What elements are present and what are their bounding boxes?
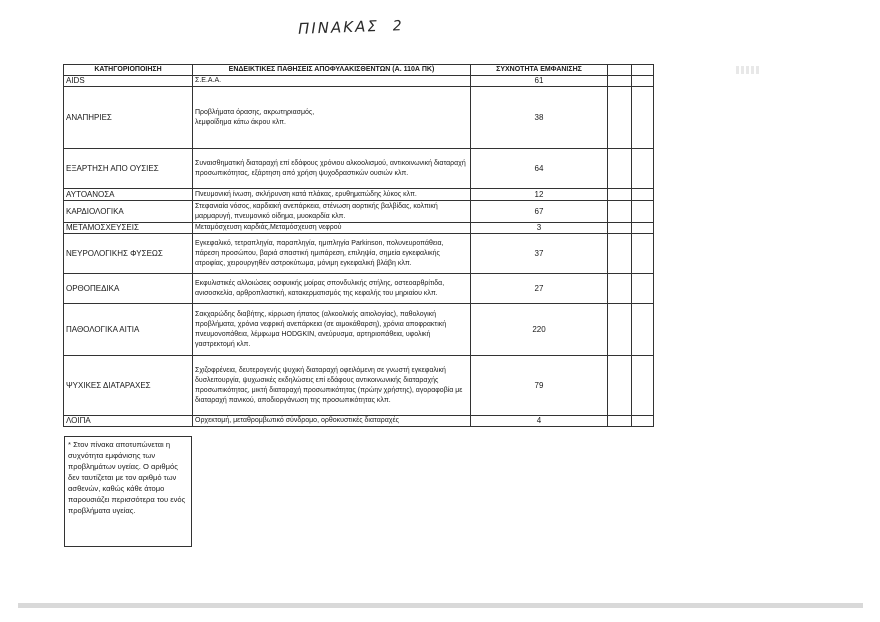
row-conditions: Σχιζοφρένεια, δευτερογενής ψυχική διαταραχή οφειλόμενη σε γνωστή εγκεφαλική δυσλειτουργία, ψυχωσικές εκδηλώσεις επί εδάφους αντικοινωνικής διαταραχής προσωπικότητας, μικτή διαταραχή προσωπικότητας (πρώην χρήστης), αγοραφοβία με διαταραχή πανικού, αποδιοργάνωση της προσωπικότητας κλπ.: [193, 356, 471, 416]
row-frequency: 12: [471, 189, 608, 201]
row-frequency: 3: [471, 223, 608, 234]
header-empty-2: [632, 65, 654, 76]
row-empty-cell: [632, 189, 654, 201]
row-empty-cell: [608, 87, 632, 149]
row-conditions: Εκφυλιστικές αλλοιώσεις οσφυικής μοίρας σπονδυλικής στήλης, οστεοαρθρίτιδα, ανισοσκελία, αρθροπλαστική, κατακερματισμός της κεφαλής του μηριαίου κλπ.: [193, 274, 471, 304]
row-empty-cell: [632, 223, 654, 234]
header-empty-1: [608, 65, 632, 76]
row-empty-cell: [608, 149, 632, 189]
table-row: [64, 149, 654, 189]
row-empty-cell: [632, 76, 654, 87]
row-conditions: Εγκεφαλικό, τετραπληγία, παραπληγία, ημιπληγία Parkinson, πολυνευροπάθεια, πάρεση προσώπου, βαριά σπαστική ημιπάρεση, επιληψία, σημεία εγκεφαλικής ατροφίας, χειρουργηθέν αστροκύτωμα, μόνιμη εγκεφαλική βλάβη κλπ.: [193, 234, 471, 274]
row-category: ΜΕΤΑΜΟΣΧΕΥΣΕΙΣ: [64, 223, 193, 234]
row-empty-cell: [608, 201, 632, 223]
row-empty-cell: [632, 274, 654, 304]
row-category: ΕΞΑΡΤΗΣΗ ΑΠΟ ΟΥΣΙΕΣ: [64, 149, 193, 189]
row-empty-cell: [608, 274, 632, 304]
table-row: [64, 189, 654, 201]
table-row: [64, 274, 654, 304]
row-frequency: 61: [471, 76, 608, 87]
row-empty-cell: [632, 149, 654, 189]
table-row: [64, 201, 654, 223]
row-empty-cell: [608, 304, 632, 356]
row-empty-cell: [608, 356, 632, 416]
row-category: ΨΥΧΙΚΕΣ ΔΙΑΤΑΡΑΧΕΣ: [64, 356, 193, 416]
row-category: ΟΡΘΟΠΕΔΙΚΑ: [64, 274, 193, 304]
table-row: [64, 76, 654, 87]
row-conditions: Προβλήματα όρασης, ακρωτηριασμός, λεμφοίδημα κάτω άκρου κλπ.: [193, 87, 471, 149]
row-empty-cell: [632, 416, 654, 427]
row-empty-cell: [632, 87, 654, 149]
row-empty-cell: [632, 234, 654, 274]
table-body: [64, 76, 654, 427]
scan-edge: [18, 603, 863, 608]
table-row: [64, 416, 654, 427]
row-frequency: 220: [471, 304, 608, 356]
row-empty-cell: [632, 304, 654, 356]
header-category: ΚΑΤΗΓΟΡΙΟΠΟΙΗΣΗ: [64, 65, 193, 76]
row-empty-cell: [632, 201, 654, 223]
page-title: [298, 16, 404, 38]
title-text: ΠΙΝΑΚΑΣ: [297, 17, 380, 38]
footnote-box: * Στον πίνακα αποτυπώνεται η συχνότητα εμφάνισης των προβλημάτων υγείας. Ο αριθμός δεν ταυτίζεται με τον αριθμό των ασθενών, καθώς κάθε άτομο παρουσιάζει περισσότερα του ενός προβλήματα υγείας.: [64, 436, 192, 547]
row-frequency: 4: [471, 416, 608, 427]
row-conditions: Συναισθηματική διαταραχή επί εδάφους χρόνιου αλκοολισμού, αντικοινωνική διαταραχή προσωπικότητας, εξάρτηση από χρήση ψυχοδραστικών ουσιών κλπ.: [193, 149, 471, 189]
row-empty-cell: [608, 189, 632, 201]
row-frequency: 38: [471, 87, 608, 149]
row-frequency: 67: [471, 201, 608, 223]
row-empty-cell: [608, 234, 632, 274]
row-category: ΠΑΘΟΛΟΓΙΚΑ ΑΙΤΙΑ: [64, 304, 193, 356]
row-empty-cell: [608, 76, 632, 87]
table-row: [64, 223, 654, 234]
table-row: [64, 87, 654, 149]
table-row: [64, 234, 654, 274]
header-conditions: ΕΝΔΕΙΚΤΙΚΕΣ ΠΑΘΗΣΕΙΣ ΑΠΟΦΥΛΑΚΙΣΘΕΝΤΩΝ (Α. 110Α ΠΚ): [193, 65, 471, 76]
row-empty-cell: [608, 223, 632, 234]
row-empty-cell: [608, 416, 632, 427]
row-category: AIDS: [64, 76, 193, 87]
table-row: [64, 304, 654, 356]
header-frequency: ΣΥΧΝΟΤΗΤΑ ΕΜΦΑΝΙΣΗΣ: [471, 65, 608, 76]
row-conditions: Σακχαρώδης διαβήτης, κίρρωση ήπατος (αλκοολικής αιτιολογίας), παθολογική προβλήματα, χρόνια νεφρική ανεπάρκεια (σε αιμοκάθαρση), χρόνια αποφρακτική πνευμονοπάθεια, λέμφωμα HODGKIN, ανεύρυσμα, αρτηριοπάθεια, υφολική γαστρεκτομή κλπ.: [193, 304, 471, 356]
row-conditions: Μεταμόσχευση καρδιάς,Μεταμόσχευση νεφρού: [193, 223, 471, 234]
row-category: ΛΟΙΠΑ: [64, 416, 193, 427]
row-conditions: Πνευμονική ίνωση, σκλήρυνση κατά πλάκας, ερυθηματώδης λύκος κλπ.: [193, 189, 471, 201]
row-conditions: Στεφανιαία νόσος, καρδιακή ανεπάρκεια, στένωση αορτικής βαλβίδας, κολπική μαρμαρυγή, πνευμονικό οίδημα, μυοκαρδία κλπ.: [193, 201, 471, 223]
scan-artifact: [736, 66, 760, 74]
title-number: 2: [392, 18, 404, 35]
row-category: ΚΑΡΔΙΟΛΟΓΙΚΑ: [64, 201, 193, 223]
row-frequency: 37: [471, 234, 608, 274]
row-empty-cell: [632, 356, 654, 416]
row-frequency: 27: [471, 274, 608, 304]
row-category: ΑΥΤΟΑΝΟΣΑ: [64, 189, 193, 201]
row-category: ΑΝΑΠΗΡΙΕΣ: [64, 87, 193, 149]
row-conditions: Ορχεκτομή, μεταθρομβωτικό σύνδρομο, ορθοκυστικές διαταραχές: [193, 416, 471, 427]
table-header-row: [64, 65, 654, 76]
row-category: ΝΕΥΡΟΛΟΓΙΚΗΣ ΦΥΣΕΩΣ: [64, 234, 193, 274]
row-conditions: Σ.Ε.Α.Α.: [193, 76, 471, 87]
conditions-table: [63, 64, 654, 427]
row-frequency: 64: [471, 149, 608, 189]
table-row: [64, 356, 654, 416]
row-frequency: 79: [471, 356, 608, 416]
